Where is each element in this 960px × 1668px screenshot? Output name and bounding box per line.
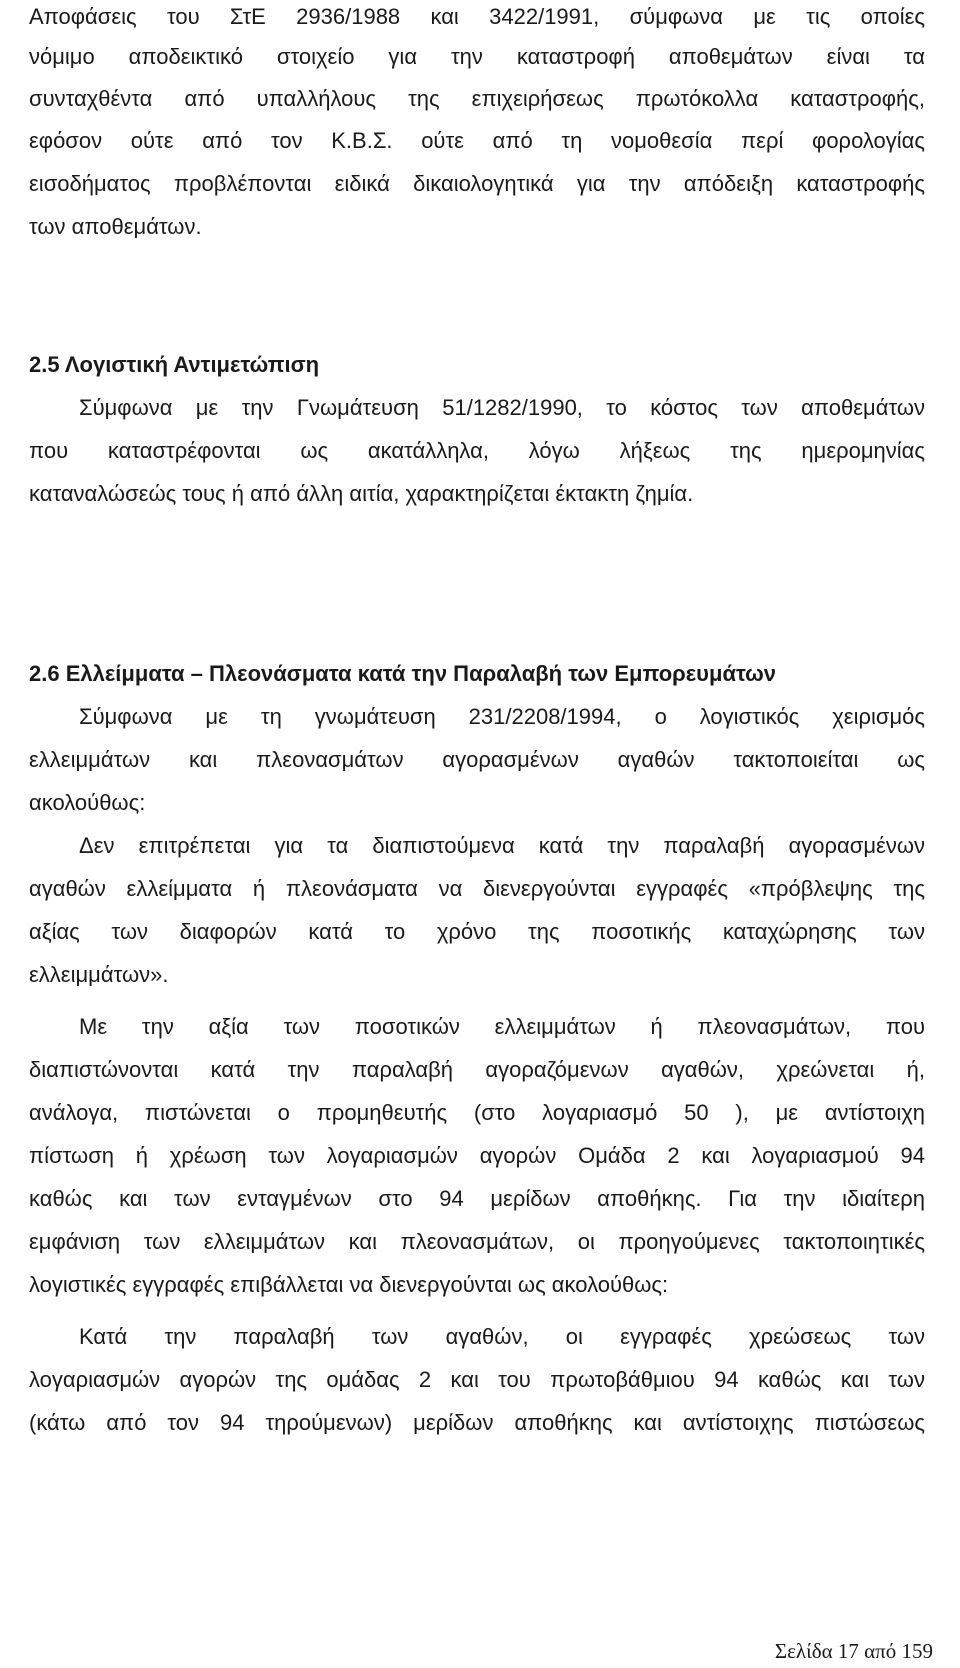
intro-line: Αποφάσεις του ΣτΕ 2936/1988 και 3422/1991, σύμφωνα με τις οποίες — [29, 4, 925, 29]
paragraph-line: ελλειμμάτων και πλεονασμάτων αγορασμένων αγαθών τακτοποιείται ως — [29, 747, 925, 772]
intro-line: συνταχθέντα από υπαλλήλους της επιχειρήσεως πρωτόκολλα καταστροφής, — [29, 86, 925, 111]
paragraph-line: Κατά την παραλαβή των αγαθών, οι εγγραφές χρεώσεως των — [79, 1324, 925, 1349]
paragraph-line: λογαριασμών αγορών της ομάδας 2 και του πρωτοβάθμιου 94 καθώς και των — [29, 1367, 925, 1392]
section-2-5-heading: 2.5 Λογιστική Αντιμετώπιση — [29, 352, 320, 377]
paragraph-line: Σύμφωνα με την Γνωμάτευση 51/1282/1990, το κόστος των αποθεμάτων — [79, 395, 925, 420]
paragraph-line: (κάτω από τον 94 τηρούμενων) μερίδων αποθήκης και αντίστοιχης πιστώσεως — [29, 1410, 925, 1435]
paragraph-line: Δεν επιτρέπεται για τα διαπιστούμενα κατά την παραλαβή αγορασμένων — [79, 833, 925, 858]
paragraph-line: Με την αξία των ποσοτικών ελλειμμάτων ή πλεονασμάτων, που — [79, 1014, 925, 1039]
paragraph-line: καταναλώσεώς τους ή από άλλη αιτία, χαρακτηρίζεται έκτακτη ζημία. — [29, 481, 694, 506]
paragraph-line: ελλειμμάτων». — [29, 962, 169, 987]
paragraph-line: ανάλογα, πιστώνεται ο προμηθευτής (στο λογαριασμό 50 ), με αντίστοιχη — [29, 1100, 925, 1125]
paragraph-line: καθώς και των ενταγμένων στο 94 μερίδων αποθήκης. Για την ιδιαίτερη — [29, 1186, 925, 1211]
paragraph-line: λογιστικές εγγραφές επιβάλλεται να διενεργούνται ως ακολούθως: — [29, 1272, 669, 1297]
paragraph-line: ακολούθως: — [29, 790, 146, 815]
intro-line: των αποθεμάτων. — [29, 214, 202, 239]
paragraph-line: διαπιστώνονται κατά την παραλαβή αγοραζόμενων αγαθών, χρεώνεται ή, — [29, 1057, 925, 1082]
paragraph-line: εμφάνιση των ελλειμμάτων και πλεονασμάτων, οι προηγούμενες τακτοποιητικές — [29, 1229, 925, 1254]
paragraph-line: αγαθών ελλείμματα ή πλεονάσματα να διενεργούνται εγγραφές «πρόβλεψης της — [29, 876, 925, 901]
intro-line: νόμιμο αποδεικτικό στοιχείο για την καταστροφή αποθεμάτων είναι τα — [29, 44, 925, 69]
paragraph-line: Σύμφωνα με τη γνωμάτευση 231/2208/1994, ο λογιστικός χειρισμός — [79, 704, 925, 729]
section-2-6-heading: 2.6 Ελλείμματα – Πλεονάσματα κατά την Παραλαβή των Εμπορευμάτων — [29, 661, 777, 686]
paragraph-line: αξίας των διαφορών κατά το χρόνο της ποσοτικής καταχώρησης των — [29, 919, 925, 944]
intro-line: εφόσον ούτε από τον Κ.Β.Σ. ούτε από τη νομοθεσία περί φορολογίας — [29, 128, 925, 153]
paragraph-line: πίστωση ή χρέωση των λογαριασμών αγορών Ομάδα 2 και λογαριασμού 94 — [29, 1143, 925, 1168]
intro-line: εισοδήματος προβλέπονται ειδικά δικαιολογητικά για την απόδειξη καταστροφής — [29, 171, 925, 196]
page-number: Σελίδα 17 από 159 — [774, 1639, 933, 1663]
paragraph-line: που καταστρέφονται ως ακατάλληλα, λόγω λήξεως της ημερομηνίας — [29, 438, 925, 463]
